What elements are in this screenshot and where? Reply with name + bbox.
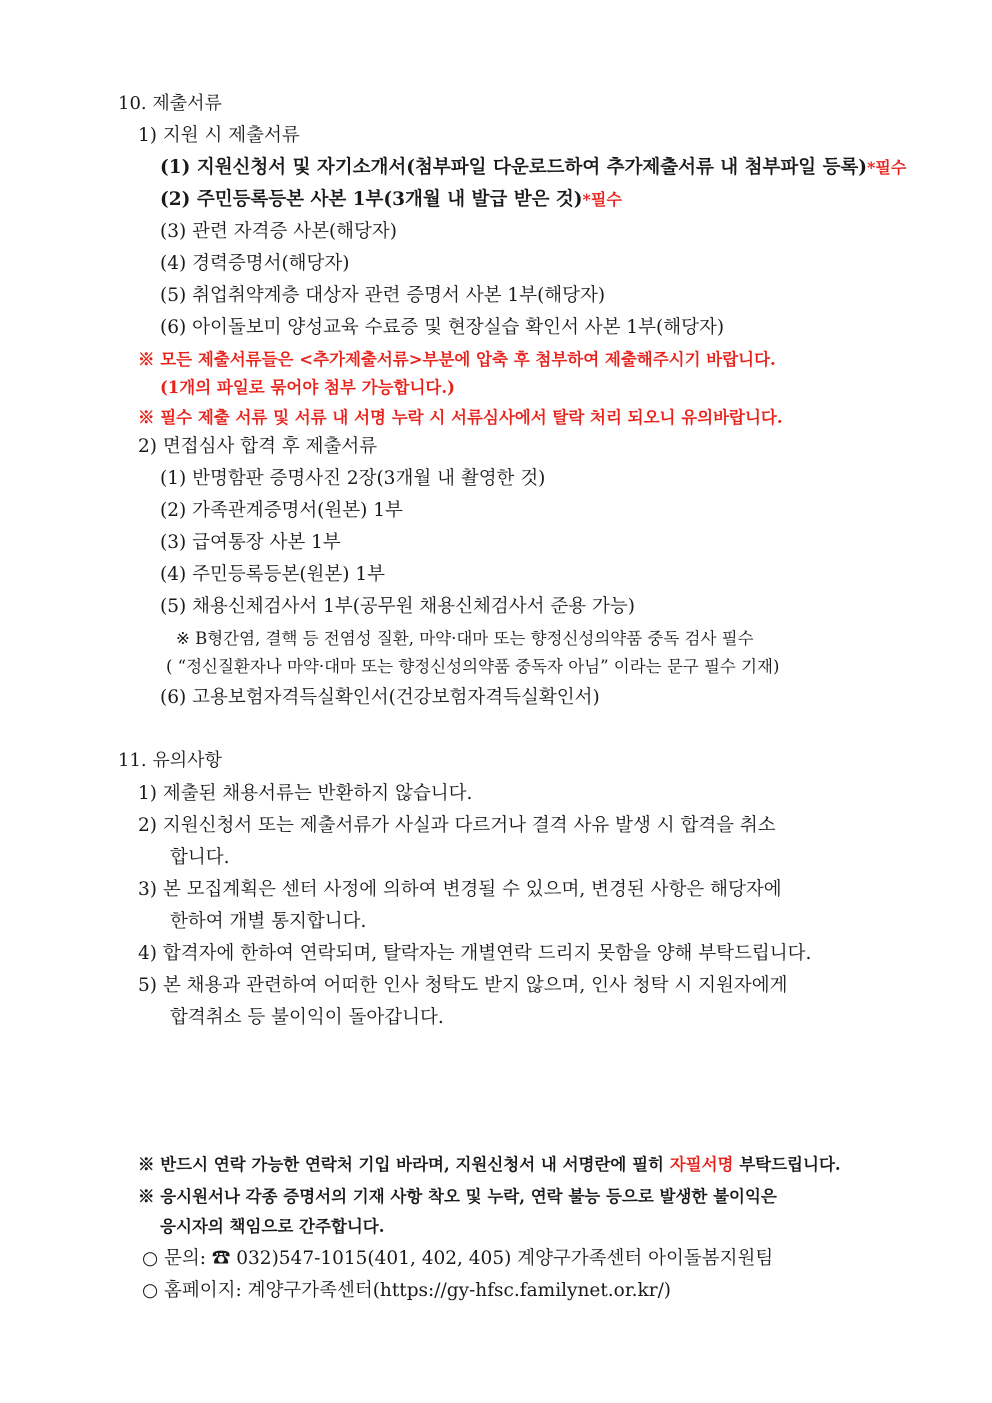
- doc-item-6: (6) 아이돌보미 양성교육 수료증 및 현장실습 확인서 사본 1부(해당자): [160, 317, 725, 338]
- doc-item-3: (3) 관련 자격증 사본(해당자): [160, 221, 397, 242]
- interview-doc-3: (3) 급여통장 사본 1부: [160, 532, 341, 553]
- caution-2: 2) 지원신청서 또는 제출서류가 사실과 다르거나 결격 사유 발생 시 합격을 취소: [138, 815, 776, 836]
- required-marker: *필수: [867, 158, 907, 177]
- responsibility-notice-cont: 응시자의 책임으로 간주합니다.: [160, 1217, 385, 1236]
- caution-5: 5) 본 채용과 관련하여 어떠한 인사 청탁도 받지 않으며, 인사 청탁 시 지원자에게: [138, 975, 788, 996]
- notice-single-file: (1개의 파일로 묶어야 첨부 가능합니다.): [160, 378, 455, 397]
- caution-2-cont: 합니다.: [170, 847, 230, 868]
- health-check-note: ※ B형간염, 결핵 등 전염성 질환, 마약·대마 또는 향정신성의약품 중독 검사 필수: [176, 629, 754, 648]
- required-marker: *필수: [582, 190, 622, 209]
- health-check-phrase: ( “정신질환자나 마약·대마 또는 향정신성의약품 중독자 아님” 이라는 문구 필수 기재): [166, 657, 780, 676]
- interview-doc-1: (1) 반명함판 증명사진 2장(3개월 내 촬영한 것): [160, 468, 546, 489]
- caution-3-cont: 한하여 개별 통지합니다.: [170, 911, 367, 932]
- signature-notice: [138, 1152, 841, 1178]
- handwritten-signature-highlight: 자필서명: [669, 1155, 734, 1174]
- signature-notice-text: ※ 반드시 연락 가능한 연락처 기입 바라며, 지원신청서 내 서명란에 필히: [138, 1155, 670, 1174]
- contact-info: ○ 문의: ☎ 032)547-1015(401, 402, 405) 계양구가족센터 아이돌봄지원팀: [142, 1248, 774, 1269]
- required-doc-2-text: (2) 주민등록등본 사본 1부(3개월 내 발급 받은 것): [160, 189, 583, 210]
- doc-item-4: (4) 경력증명서(해당자): [160, 253, 350, 274]
- required-doc-2: [160, 187, 622, 213]
- caution-5-cont: 합격취소 등 불이익이 돌아갑니다.: [170, 1007, 444, 1028]
- section-11-title: 11. 유의사항: [118, 750, 222, 771]
- notice-compress: ※ 모든 제출서류들은 <추가제출서류>부분에 압축 후 첨부하여 제출해주시기 바랍니다.: [138, 350, 776, 369]
- interview-doc-2: (2) 가족관계증명서(원본) 1부: [160, 500, 403, 521]
- notice-required-missing: ※ 필수 제출 서류 및 서류 내 서명 누락 시 서류심사에서 탈락 처리 되오니 유의바랍니다.: [138, 408, 783, 427]
- signature-notice-end: 부탁드립니다.: [733, 1155, 841, 1174]
- subsection-2-title: 2) 면접심사 합격 후 제출서류: [138, 436, 378, 457]
- doc-item-5: (5) 취업취약계층 대상자 관련 증명서 사본 1부(해당자): [160, 285, 606, 306]
- caution-4: 4) 합격자에 한하여 연락되며, 탈락자는 개별연락 드리지 못함을 양해 부탁드립니다.: [138, 943, 812, 964]
- caution-1: 1) 제출된 채용서류는 반환하지 않습니다.: [138, 783, 473, 804]
- interview-doc-6: (6) 고용보험자격득실확인서(건강보험자격득실확인서): [160, 687, 600, 708]
- interview-doc-5: (5) 채용신체검사서 1부(공무원 채용신체검사서 준용 가능): [160, 596, 635, 617]
- interview-doc-4: (4) 주민등록등본(원본) 1부: [160, 564, 386, 585]
- responsibility-notice: ※ 응시원서나 각종 증명서의 기재 사항 착오 및 누락, 연락 불능 등으로 발생한 불이익은: [138, 1187, 777, 1206]
- required-doc-1: [160, 155, 906, 181]
- subsection-1-title: 1) 지원 시 제출서류: [138, 125, 300, 146]
- caution-3: 3) 본 모집계획은 센터 사정에 의하여 변경될 수 있으며, 변경된 사항은 해당자에: [138, 879, 782, 900]
- section-10-title: 10. 제출서류: [118, 93, 222, 114]
- required-doc-1-text: (1) 지원신청서 및 자기소개서(첨부파일 다운로드하여 추가제출서류 내 첨부파일 등록): [160, 157, 868, 178]
- homepage-info: ○ 홈페이지: 계양구가족센터(https://gy-hfsc.familynet.or.kr/): [142, 1280, 672, 1301]
